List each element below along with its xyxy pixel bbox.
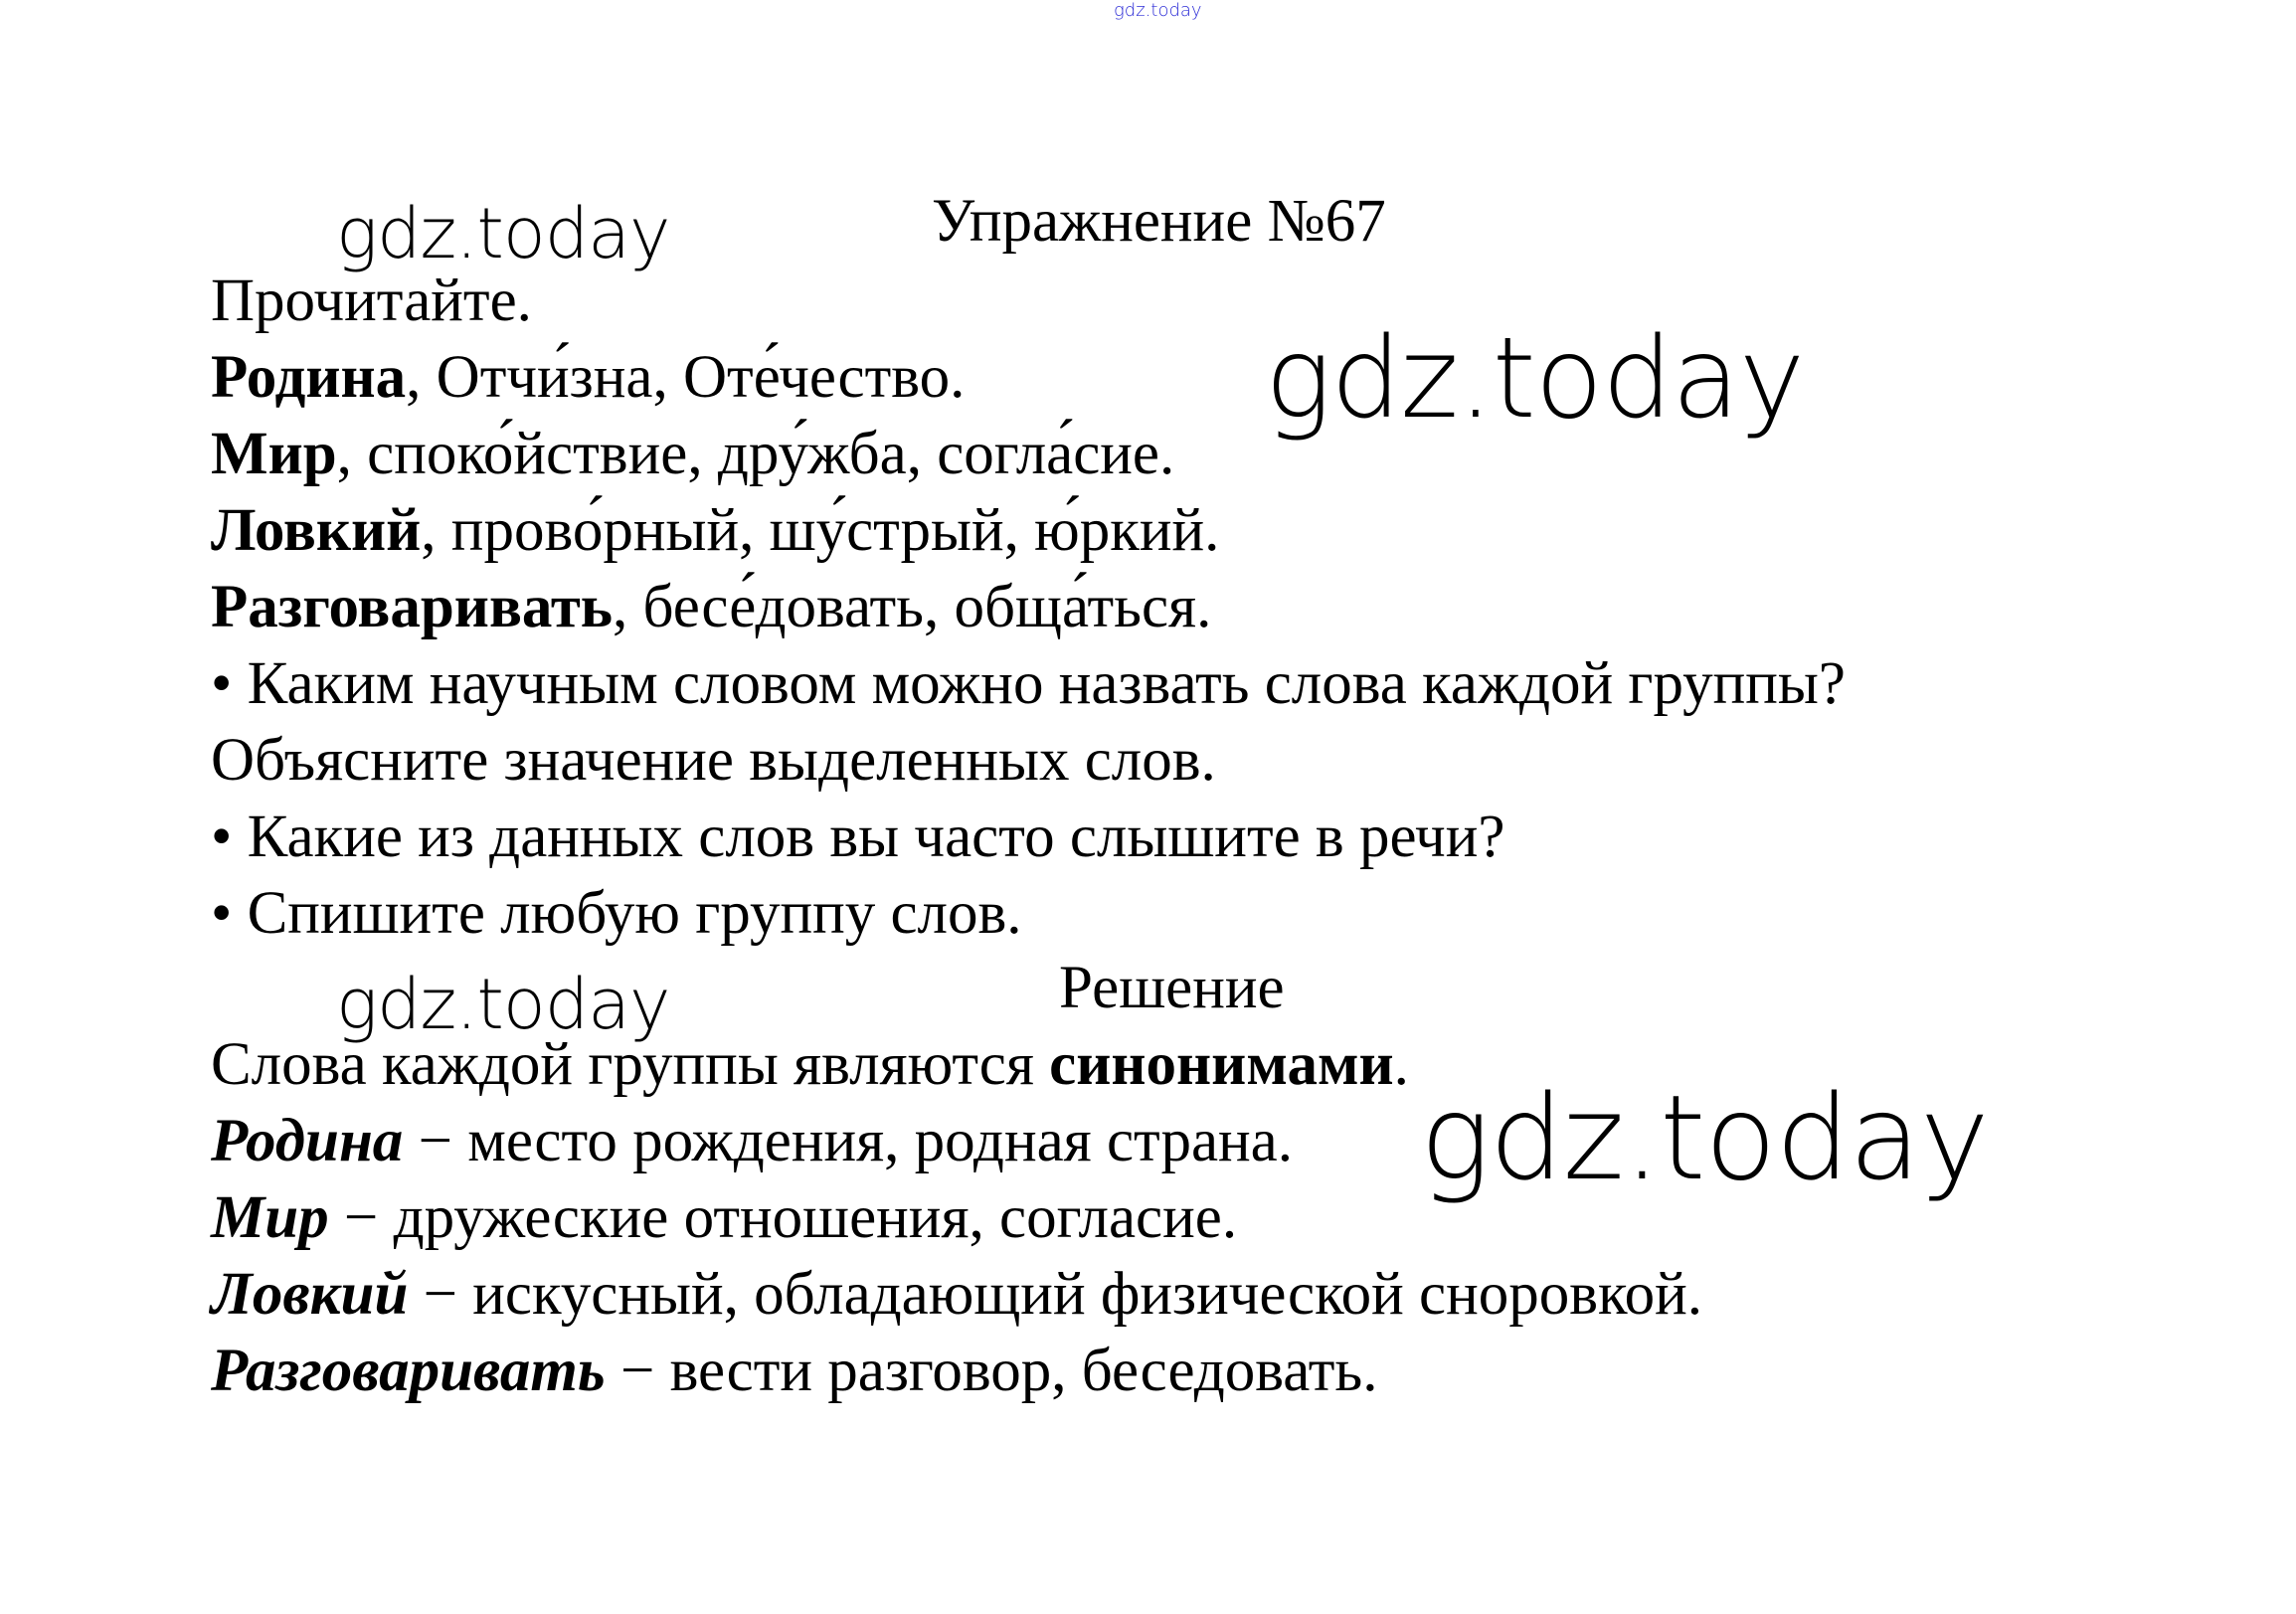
definition [211,1184,1238,1251]
solution-intro [211,1031,1409,1098]
definition-text: − вести разговор, беседовать. [605,1338,1378,1404]
definition-term: Ловкий [211,1261,409,1328]
word-group [211,574,1212,640]
definition-term: Разговаривать [211,1338,606,1404]
group-head: Разговаривать [211,574,614,640]
definition-text: − дружеские отношения, согласие. [328,1184,1238,1251]
group-words: , Отчи́зна, Оте́чество. [406,344,966,411]
word-group [211,497,1220,564]
question: • Спишите любую группу слов. [211,880,1022,947]
question: • Каким научным словом можно назвать слова каждой группы? [211,650,1846,717]
watermark: gdz.today [1265,314,1805,444]
watermark-top: gdz.today [1114,0,1202,21]
definition [211,1261,1702,1328]
definition [211,1338,1378,1404]
watermark: gdz.today [336,964,670,1045]
solution-title: Решение [1059,955,1285,1021]
watermark: gdz.today [1420,1069,1989,1206]
word-group [211,344,966,411]
group-head: Родина [211,344,407,411]
exercise-title: Упражнение №67 [932,188,1386,255]
definition [211,1108,1293,1174]
definition-term: Родина [211,1108,404,1174]
intro-text: Слова каждой группы являются [211,1031,1050,1098]
group-words: , споко́йствие, дру́жба, согла́сие. [336,421,1175,487]
definition-term: Мир [211,1184,329,1251]
word-group [211,421,1175,487]
group-words: , прово́рный, шу́стрый, ю́ркий. [421,497,1220,564]
question: Объясните значение выделенных слов. [211,727,1216,794]
exercise-instruction: Прочитайте. [211,268,532,334]
group-head: Мир [211,421,337,487]
definition-text: − искусный, обладающий физической сноровкой. [408,1261,1702,1328]
group-head: Ловкий [211,497,422,564]
group-words: , бесе́довать, обща́ться. [613,574,1212,640]
question: • Какие из данных слов вы часто слышите в речи? [211,804,1505,870]
definition-text: − место рождения, родная страна. [403,1108,1293,1174]
watermark: gdz.today [336,193,670,274]
intro-key-term: синонимами [1049,1031,1394,1098]
intro-end: . [1393,1031,1409,1098]
